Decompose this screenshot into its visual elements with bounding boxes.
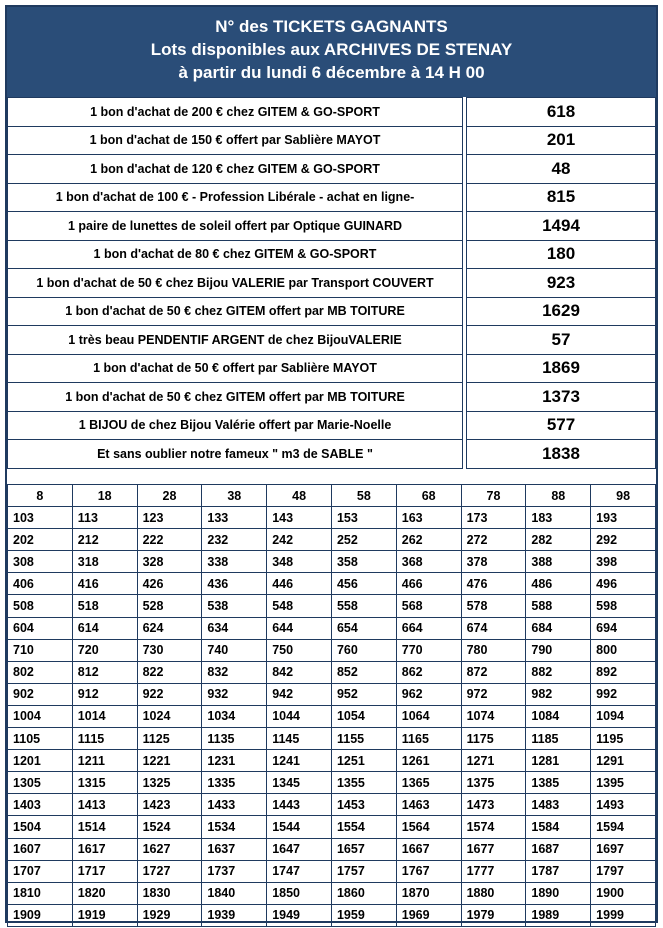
winning-number-cell: 1185 bbox=[526, 728, 591, 750]
winning-number-cell: 282 bbox=[526, 529, 591, 551]
winning-number-cell: 378 bbox=[461, 551, 526, 573]
winning-number-cell: 1335 bbox=[202, 772, 267, 794]
winning-number-cell: 1251 bbox=[331, 750, 396, 772]
winning-number-cell: 1919 bbox=[72, 904, 137, 926]
winning-number-cell: 388 bbox=[526, 551, 591, 573]
prize-winning-number: 48 bbox=[467, 155, 656, 184]
winning-number-cell: 1281 bbox=[526, 750, 591, 772]
winning-number-cell: 272 bbox=[461, 529, 526, 551]
prizes-table bbox=[7, 97, 656, 469]
winning-number-cell: 1433 bbox=[202, 794, 267, 816]
winning-number-cell: 1717 bbox=[72, 860, 137, 882]
winning-number-cell: 1014 bbox=[72, 705, 137, 727]
winning-number-cell: 1155 bbox=[331, 728, 396, 750]
winning-number-cell: 598 bbox=[591, 595, 656, 617]
winning-number-cell: 456 bbox=[331, 573, 396, 595]
winning-number-cell: 760 bbox=[331, 639, 396, 661]
winning-number-cell: 1325 bbox=[137, 772, 202, 794]
winning-number-cell: 1125 bbox=[137, 728, 202, 750]
prize-row bbox=[8, 269, 656, 298]
winning-number-cell: 173 bbox=[461, 507, 526, 529]
winning-number-cell: 1850 bbox=[267, 882, 332, 904]
prize-label: 1 bon d'achat de 50 € offert par Sablière MAYOT bbox=[8, 354, 463, 383]
winning-number-cell: 476 bbox=[461, 573, 526, 595]
winning-number-cell: 634 bbox=[202, 617, 267, 639]
prize-label: 1 bon d'achat de 150 € offert par Sablière MAYOT bbox=[8, 126, 463, 155]
winning-number-cell: 1211 bbox=[72, 750, 137, 772]
winning-number-cell: 496 bbox=[591, 573, 656, 595]
winning-number-cell: 1840 bbox=[202, 882, 267, 904]
prize-winning-number: 1869 bbox=[467, 354, 656, 383]
winning-number-cell: 1115 bbox=[72, 728, 137, 750]
winning-number-cell: 1627 bbox=[137, 838, 202, 860]
winning-number-cell: 358 bbox=[331, 551, 396, 573]
winning-number-cell: 1355 bbox=[331, 772, 396, 794]
winning-number-cell: 1453 bbox=[331, 794, 396, 816]
winning-number-cell: 624 bbox=[137, 617, 202, 639]
number-row bbox=[8, 816, 656, 838]
winning-number-cell: 790 bbox=[526, 639, 591, 661]
number-row bbox=[8, 639, 656, 661]
winning-number-cell: 1145 bbox=[267, 728, 332, 750]
number-row bbox=[8, 860, 656, 882]
winning-number-cell: 1594 bbox=[591, 816, 656, 838]
winning-number-cell: 684 bbox=[526, 617, 591, 639]
prize-row bbox=[8, 98, 656, 127]
winning-number-cell: 1473 bbox=[461, 794, 526, 816]
winning-number-cell: 654 bbox=[331, 617, 396, 639]
winning-number-cell: 436 bbox=[202, 573, 267, 595]
winning-number-cell: 1767 bbox=[396, 860, 461, 882]
number-row bbox=[8, 661, 656, 683]
winning-number-cell: 1443 bbox=[267, 794, 332, 816]
winning-number-cell: 962 bbox=[396, 683, 461, 705]
winning-number-cell: 912 bbox=[72, 683, 137, 705]
winning-number-cell: 232 bbox=[202, 529, 267, 551]
winning-number-cell: 1413 bbox=[72, 794, 137, 816]
winning-number-cell: 1810 bbox=[8, 882, 73, 904]
prize-winning-number: 1629 bbox=[467, 297, 656, 326]
winning-number-cell: 664 bbox=[396, 617, 461, 639]
winning-number-cell: 1647 bbox=[267, 838, 332, 860]
winning-number-cell: 1044 bbox=[267, 705, 332, 727]
winning-number-cell: 780 bbox=[461, 639, 526, 661]
winning-number-cell: 1175 bbox=[461, 728, 526, 750]
header-date: à partir du lundi 6 décembre à 14 H 00 bbox=[178, 63, 485, 82]
winning-number-cell: 508 bbox=[8, 595, 73, 617]
winning-number-cell: 98 bbox=[591, 485, 656, 507]
winning-number-cell: 730 bbox=[137, 639, 202, 661]
winning-number-cell: 202 bbox=[8, 529, 73, 551]
prize-label: 1 bon d'achat de 80 € chez GITEM & GO-SPORT bbox=[8, 240, 463, 269]
number-row bbox=[8, 772, 656, 794]
prize-winning-number: 1373 bbox=[467, 383, 656, 412]
winning-number-cell: 466 bbox=[396, 573, 461, 595]
winning-number-cell: 1830 bbox=[137, 882, 202, 904]
winning-number-cell: 972 bbox=[461, 683, 526, 705]
winning-number-cell: 1305 bbox=[8, 772, 73, 794]
winning-number-cell: 1524 bbox=[137, 816, 202, 838]
winning-number-cell: 952 bbox=[331, 683, 396, 705]
winning-number-cell: 328 bbox=[137, 551, 202, 573]
winning-number-cell: 1637 bbox=[202, 838, 267, 860]
prize-row bbox=[8, 212, 656, 241]
winning-number-cell: 548 bbox=[267, 595, 332, 617]
winning-number-cell: 183 bbox=[526, 507, 591, 529]
winning-number-cell: 1165 bbox=[396, 728, 461, 750]
winning-number-cell: 1135 bbox=[202, 728, 267, 750]
winning-number-cell: 1584 bbox=[526, 816, 591, 838]
winning-number-cell: 1024 bbox=[137, 705, 202, 727]
winning-number-cell: 802 bbox=[8, 661, 73, 683]
results-sheet bbox=[5, 5, 658, 923]
prize-winning-number: 577 bbox=[467, 411, 656, 440]
winning-number-cell: 1667 bbox=[396, 838, 461, 860]
winning-number-cell: 982 bbox=[526, 683, 591, 705]
winning-number-cell: 68 bbox=[396, 485, 461, 507]
winning-number-cell: 538 bbox=[202, 595, 267, 617]
winning-number-cell: 348 bbox=[267, 551, 332, 573]
winning-number-cell: 1375 bbox=[461, 772, 526, 794]
prize-label: 1 BIJOU de chez Bijou Valérie offert par Marie-Noelle bbox=[8, 411, 463, 440]
winning-number-cell: 588 bbox=[526, 595, 591, 617]
winning-number-cell: 1707 bbox=[8, 860, 73, 882]
number-row bbox=[8, 750, 656, 772]
winning-number-cell: 1105 bbox=[8, 728, 73, 750]
winning-number-cell: 750 bbox=[267, 639, 332, 661]
prize-label: 1 bon d'achat de 100 € - Profession Libérale - achat en ligne- bbox=[8, 183, 463, 212]
winning-number-cell: 252 bbox=[331, 529, 396, 551]
winning-number-cell: 800 bbox=[591, 639, 656, 661]
number-row bbox=[8, 551, 656, 573]
winning-number-cell: 1777 bbox=[461, 860, 526, 882]
number-row bbox=[8, 705, 656, 727]
winning-number-cell: 822 bbox=[137, 661, 202, 683]
prize-row bbox=[8, 155, 656, 184]
number-row bbox=[8, 838, 656, 860]
winning-number-cell: 740 bbox=[202, 639, 267, 661]
winning-number-cell: 78 bbox=[461, 485, 526, 507]
winning-number-cell: 1291 bbox=[591, 750, 656, 772]
winning-number-cell: 1797 bbox=[591, 860, 656, 882]
winning-number-cell: 1969 bbox=[396, 904, 461, 926]
header-banner bbox=[7, 7, 656, 97]
prize-label: 1 paire de lunettes de soleil offert par Optique GUINARD bbox=[8, 212, 463, 241]
winning-number-cell: 486 bbox=[526, 573, 591, 595]
prize-row bbox=[8, 326, 656, 355]
winning-number-cell: 1463 bbox=[396, 794, 461, 816]
winning-number-cell: 932 bbox=[202, 683, 267, 705]
winning-number-cell: 153 bbox=[331, 507, 396, 529]
winning-number-cell: 1544 bbox=[267, 816, 332, 838]
winning-number-cell: 1900 bbox=[591, 882, 656, 904]
winning-number-cell: 872 bbox=[461, 661, 526, 683]
winning-number-cell: 942 bbox=[267, 683, 332, 705]
winning-number-cell: 222 bbox=[137, 529, 202, 551]
winning-number-cell: 1697 bbox=[591, 838, 656, 860]
winning-number-cell: 812 bbox=[72, 661, 137, 683]
winning-number-cell: 1989 bbox=[526, 904, 591, 926]
prize-row bbox=[8, 297, 656, 326]
winning-number-cell: 1949 bbox=[267, 904, 332, 926]
winning-number-cell: 842 bbox=[267, 661, 332, 683]
number-row bbox=[8, 529, 656, 551]
winning-number-cell: 892 bbox=[591, 661, 656, 683]
winning-number-cell: 1959 bbox=[331, 904, 396, 926]
winning-number-cell: 1747 bbox=[267, 860, 332, 882]
winning-number-cell: 1395 bbox=[591, 772, 656, 794]
winning-number-cell: 1979 bbox=[461, 904, 526, 926]
number-row bbox=[8, 683, 656, 705]
winning-number-cell: 1820 bbox=[72, 882, 137, 904]
prize-label: 1 bon d'achat de 50 € chez GITEM offert par MB TOITURE bbox=[8, 383, 463, 412]
number-row bbox=[8, 485, 656, 507]
winning-number-cell: 426 bbox=[137, 573, 202, 595]
prize-row bbox=[8, 411, 656, 440]
winning-number-cell: 528 bbox=[137, 595, 202, 617]
winning-number-cell: 720 bbox=[72, 639, 137, 661]
prize-label: Et sans oublier notre fameux " m3 de SABLE " bbox=[8, 440, 463, 469]
winning-number-cell: 1315 bbox=[72, 772, 137, 794]
winning-number-cell: 103 bbox=[8, 507, 73, 529]
winning-number-cell: 992 bbox=[591, 683, 656, 705]
winning-number-cell: 1677 bbox=[461, 838, 526, 860]
prize-row bbox=[8, 354, 656, 383]
winning-number-cell: 398 bbox=[591, 551, 656, 573]
winning-number-cell: 193 bbox=[591, 507, 656, 529]
winning-number-cell: 1493 bbox=[591, 794, 656, 816]
prize-row bbox=[8, 126, 656, 155]
winning-number-cell: 1727 bbox=[137, 860, 202, 882]
winning-number-cell: 644 bbox=[267, 617, 332, 639]
winning-number-cell: 368 bbox=[396, 551, 461, 573]
winning-number-cell: 578 bbox=[461, 595, 526, 617]
prize-winning-number: 1494 bbox=[467, 212, 656, 241]
winning-number-cell: 318 bbox=[72, 551, 137, 573]
number-row bbox=[8, 573, 656, 595]
winning-number-cell: 832 bbox=[202, 661, 267, 683]
winning-number-cell: 1757 bbox=[331, 860, 396, 882]
winning-number-cell: 406 bbox=[8, 573, 73, 595]
winning-number-cell: 1201 bbox=[8, 750, 73, 772]
winning-number-cell: 28 bbox=[137, 485, 202, 507]
winning-number-cell: 902 bbox=[8, 683, 73, 705]
number-row bbox=[8, 507, 656, 529]
winning-number-cell: 568 bbox=[396, 595, 461, 617]
winning-numbers-table bbox=[7, 484, 656, 927]
winning-number-cell: 446 bbox=[267, 573, 332, 595]
winning-number-cell: 262 bbox=[396, 529, 461, 551]
prize-winning-number: 57 bbox=[467, 326, 656, 355]
winning-number-cell: 88 bbox=[526, 485, 591, 507]
winning-number-cell: 1909 bbox=[8, 904, 73, 926]
number-row bbox=[8, 904, 656, 926]
winning-number-cell: 1345 bbox=[267, 772, 332, 794]
prize-winning-number: 815 bbox=[467, 183, 656, 212]
winning-number-cell: 710 bbox=[8, 639, 73, 661]
prize-row bbox=[8, 440, 656, 469]
prize-winning-number: 618 bbox=[467, 98, 656, 127]
winning-number-cell: 1423 bbox=[137, 794, 202, 816]
number-row bbox=[8, 595, 656, 617]
number-row bbox=[8, 794, 656, 816]
winning-number-cell: 1365 bbox=[396, 772, 461, 794]
winning-number-cell: 1054 bbox=[331, 705, 396, 727]
winning-number-cell: 1514 bbox=[72, 816, 137, 838]
winning-number-cell: 38 bbox=[202, 485, 267, 507]
winning-number-cell: 1034 bbox=[202, 705, 267, 727]
winning-number-cell: 1195 bbox=[591, 728, 656, 750]
winning-number-cell: 922 bbox=[137, 683, 202, 705]
winning-number-cell: 212 bbox=[72, 529, 137, 551]
winning-number-cell: 113 bbox=[72, 507, 137, 529]
winning-number-cell: 1787 bbox=[526, 860, 591, 882]
winning-number-cell: 1094 bbox=[591, 705, 656, 727]
winning-number-cell: 143 bbox=[267, 507, 332, 529]
winning-number-cell: 1534 bbox=[202, 816, 267, 838]
prize-label: 1 très beau PENDENTIF ARGENT de chez BijouVALERIE bbox=[8, 326, 463, 355]
number-row bbox=[8, 617, 656, 639]
winning-number-cell: 338 bbox=[202, 551, 267, 573]
header-subtitle: Lots disponibles aux ARCHIVES DE STENAY bbox=[150, 40, 513, 59]
winning-number-cell: 1241 bbox=[267, 750, 332, 772]
winning-number-cell: 1687 bbox=[526, 838, 591, 860]
prize-winning-number: 201 bbox=[467, 126, 656, 155]
winning-number-cell: 1880 bbox=[461, 882, 526, 904]
winning-number-cell: 1564 bbox=[396, 816, 461, 838]
winning-number-cell: 242 bbox=[267, 529, 332, 551]
winning-number-cell: 1483 bbox=[526, 794, 591, 816]
winning-number-cell: 1074 bbox=[461, 705, 526, 727]
winning-number-cell: 1574 bbox=[461, 816, 526, 838]
winning-number-cell: 1004 bbox=[8, 705, 73, 727]
winning-number-cell: 1385 bbox=[526, 772, 591, 794]
winning-number-cell: 1554 bbox=[331, 816, 396, 838]
prize-row bbox=[8, 240, 656, 269]
winning-number-cell: 694 bbox=[591, 617, 656, 639]
winning-number-cell: 1271 bbox=[461, 750, 526, 772]
winning-number-cell: 308 bbox=[8, 551, 73, 573]
number-row bbox=[8, 882, 656, 904]
winning-number-cell: 770 bbox=[396, 639, 461, 661]
winning-number-cell: 1657 bbox=[331, 838, 396, 860]
winning-number-cell: 1929 bbox=[137, 904, 202, 926]
winning-number-cell: 48 bbox=[267, 485, 332, 507]
winning-number-cell: 1617 bbox=[72, 838, 137, 860]
header-title: N° des TICKETS GAGNANTS bbox=[215, 17, 448, 36]
winning-number-cell: 18 bbox=[72, 485, 137, 507]
winning-number-cell: 1939 bbox=[202, 904, 267, 926]
winning-number-cell: 1221 bbox=[137, 750, 202, 772]
winning-number-cell: 123 bbox=[137, 507, 202, 529]
winning-number-cell: 1504 bbox=[8, 816, 73, 838]
winning-number-cell: 8 bbox=[8, 485, 73, 507]
winning-number-cell: 1860 bbox=[331, 882, 396, 904]
prize-label: 1 bon d'achat de 50 € chez Bijou VALERIE par Transport COUVERT bbox=[8, 269, 463, 298]
winning-number-cell: 1403 bbox=[8, 794, 73, 816]
winning-number-cell: 1261 bbox=[396, 750, 461, 772]
winning-number-cell: 1084 bbox=[526, 705, 591, 727]
winning-number-cell: 163 bbox=[396, 507, 461, 529]
prize-winning-number: 180 bbox=[467, 240, 656, 269]
winning-number-cell: 133 bbox=[202, 507, 267, 529]
winning-number-cell: 1737 bbox=[202, 860, 267, 882]
winning-number-cell: 518 bbox=[72, 595, 137, 617]
prize-winning-number: 1838 bbox=[467, 440, 656, 469]
winning-number-cell: 882 bbox=[526, 661, 591, 683]
winning-number-cell: 614 bbox=[72, 617, 137, 639]
prize-row bbox=[8, 183, 656, 212]
prize-label: 1 bon d'achat de 200 € chez GITEM & GO-SPORT bbox=[8, 98, 463, 127]
winning-number-cell: 674 bbox=[461, 617, 526, 639]
winning-number-cell: 604 bbox=[8, 617, 73, 639]
prize-row bbox=[8, 383, 656, 412]
winning-number-cell: 1870 bbox=[396, 882, 461, 904]
winning-number-cell: 1890 bbox=[526, 882, 591, 904]
winning-number-cell: 1607 bbox=[8, 838, 73, 860]
winning-number-cell: 558 bbox=[331, 595, 396, 617]
prize-label: 1 bon d'achat de 120 € chez GITEM & GO-SPORT bbox=[8, 155, 463, 184]
winning-number-cell: 58 bbox=[331, 485, 396, 507]
winning-number-cell: 1231 bbox=[202, 750, 267, 772]
prize-winning-number: 923 bbox=[467, 269, 656, 298]
winning-number-cell: 852 bbox=[331, 661, 396, 683]
winning-number-cell: 1999 bbox=[591, 904, 656, 926]
winning-number-cell: 292 bbox=[591, 529, 656, 551]
winning-number-cell: 862 bbox=[396, 661, 461, 683]
number-row bbox=[8, 728, 656, 750]
prize-label: 1 bon d'achat de 50 € chez GITEM offert par MB TOITURE bbox=[8, 297, 463, 326]
winning-number-cell: 1064 bbox=[396, 705, 461, 727]
winning-number-cell: 416 bbox=[72, 573, 137, 595]
